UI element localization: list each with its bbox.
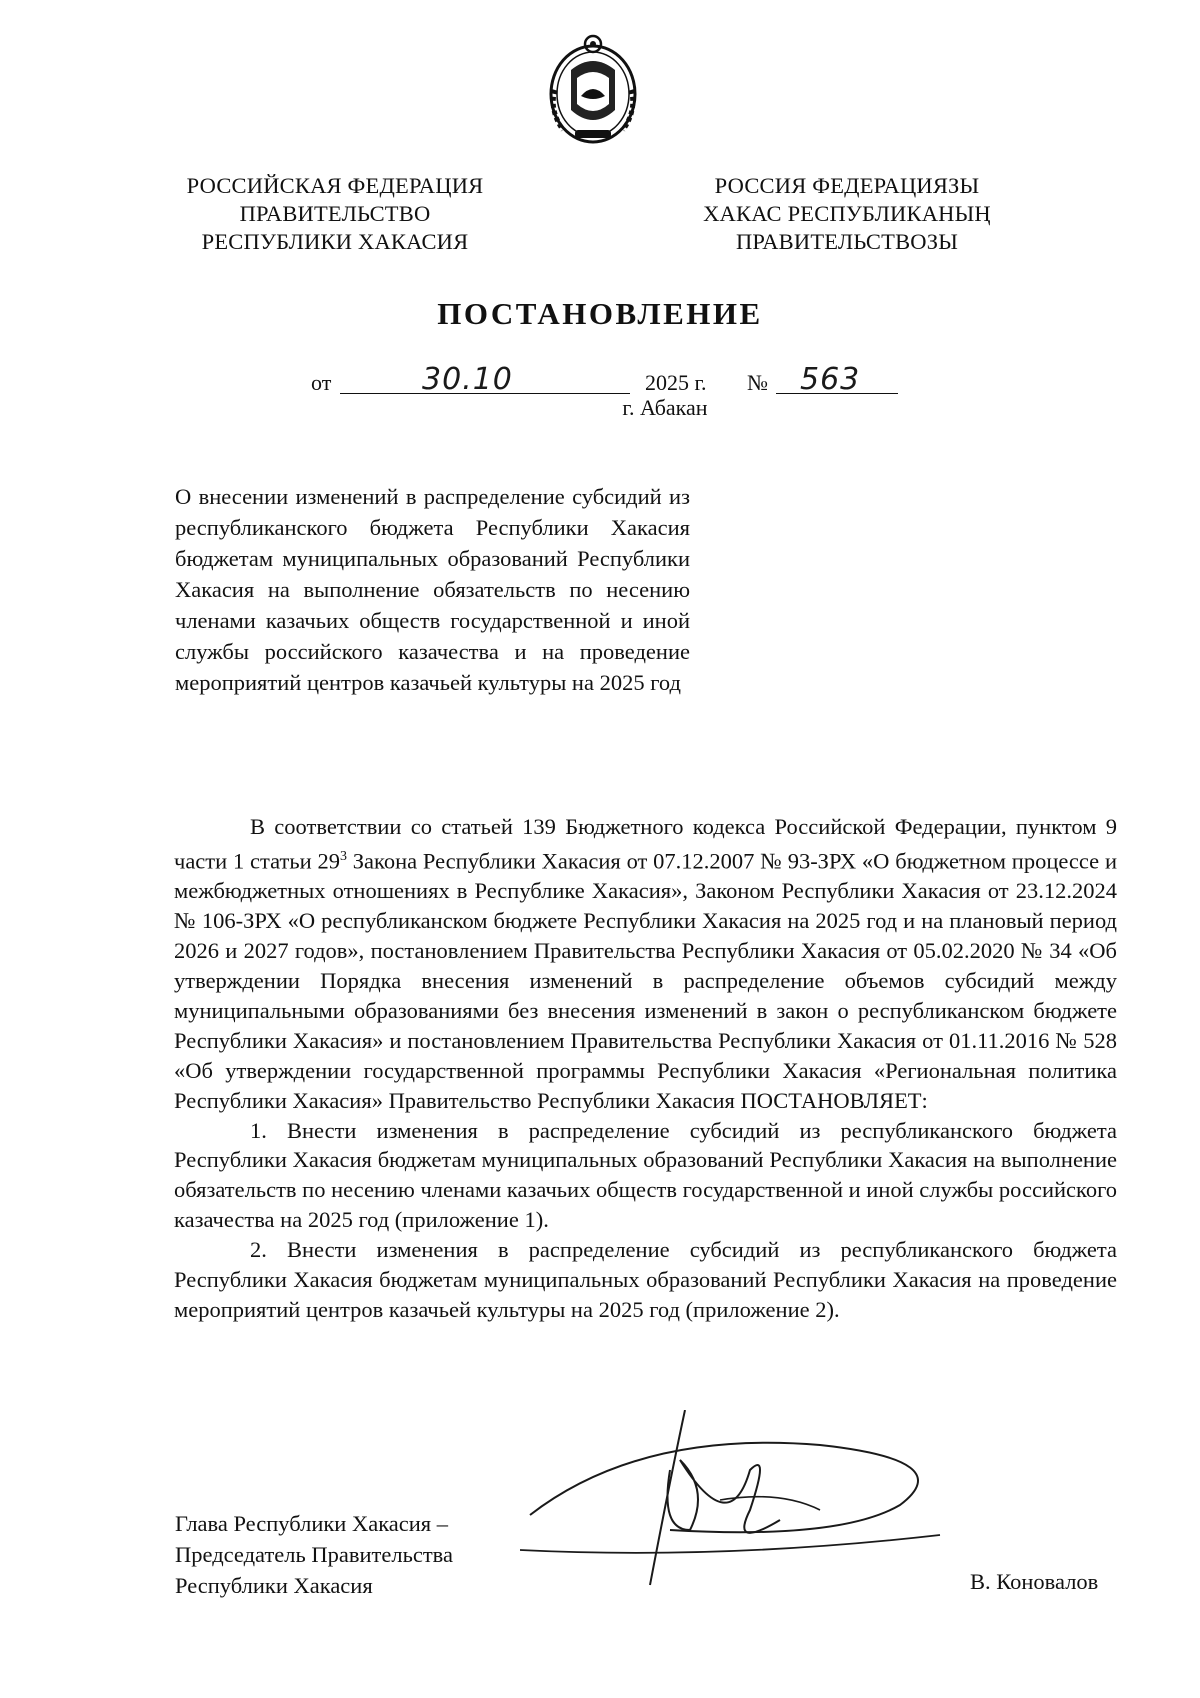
subject-heading: О внесении изменений в распределение субсидий из республиканского бюджета Республики Хакасия бюджетам муниципальных образований Республики Хакасия на выполнение обязательств по несению членами казачьих обществ государственной и иной службы российского казачества и на проведение мероприятий центров казачьей культуры на 2025 год — [175, 484, 690, 695]
header-right-line-3: ПРАВИТЕЛЬСТВОЗЫ — [735, 229, 959, 254]
position-line-3: Республики Хакасия — [175, 1573, 373, 1598]
header-right-line-2: ХАКАС РЕСПУБЛИКАНЫҢ — [703, 201, 991, 226]
number-label: № — [747, 370, 768, 395]
header-right-khakas — [682, 172, 1012, 256]
superscript: 3 — [339, 848, 347, 864]
year-label: 2025 г. — [645, 370, 707, 395]
position-line-1: Глава Республики Хакасия – — [175, 1511, 449, 1536]
handwritten-date: 30.10 — [422, 362, 513, 397]
signature-drawing — [520, 1410, 950, 1600]
preamble-paragraph: В соответствии со статьей 139 Бюджетного кодекса Российской Федерации, пунктом 9 части 1 статьи $29^3$ Закона Республики Хакасия от 07.12.2007 № 93-ЗРХ «О бюджетном процессе и межбюджетных отношениях в Республике Хакасия», Законом Республики Хакасия от 23.12.2024 № 106-ЗРХ «О республиканском бюджете Республики Хакасия на 2025 год и на плановый период 2026 и 2027 годов», постановлением Правительства Республики Хакасия от 05.02.2020 № 34 «Об утверждении Порядка внесения изменений в распределение объемов субсидий между муниципальными образованиями без внесения изменений в закон о республиканском бюджете Республики Хакасия» и постановлением Правительства Республики Хакасия от 01.11.2016 № 528 «Об утверждении государственной программы Республики Хакасия «Региональная политика Республики Хакасия» Правительство Республики Хакасия ПОСТАНОВЛЯЕТ: — [174, 814, 1117, 1113]
coat-of-arms-emblem — [541, 30, 645, 150]
header-left-line-3: РЕСПУБЛИКИ ХАКАСИЯ — [201, 229, 469, 254]
header-left-line-1: РОССИЙСКАЯ ФЕДЕРАЦИЯ — [186, 173, 484, 198]
document-title: ПОСТАНОВЛЕНИЕ — [437, 296, 763, 331]
document-body — [174, 812, 1117, 1325]
signatory-name: В. Коновалов — [970, 1569, 1099, 1594]
item-2-paragraph: 2. Внести изменения в распределение субсидий из республиканского бюджета Республики Хакасия бюджетам муниципальных образований Республики Хакасия на проведение мероприятий центров казачьей культуры на 2025 год (приложение 2). — [174, 1237, 1117, 1322]
city: г. Абакан — [622, 395, 708, 420]
header-left-line-2: ПРАВИТЕЛЬСТВО — [239, 201, 431, 226]
date-prefix: от — [311, 370, 332, 395]
item-1-paragraph: 1. Внести изменения в распределение субсидий из республиканского бюджета Республики Хакасия бюджетам муниципальных образований Республики Хакасия на выполнение обязательств по несению членами казачьих обществ государственной и иной службы российского казачества на 2025 год (приложение 1). — [174, 1117, 1117, 1233]
header-right-line-1: РОССИЯ ФЕДЕРАЦИЯЗЫ — [714, 173, 980, 198]
position-line-2: Председатель Правительства — [175, 1542, 453, 1567]
header-left-russian — [155, 172, 515, 256]
handwritten-number: 563 — [800, 362, 861, 397]
signatory-position — [175, 1508, 453, 1601]
